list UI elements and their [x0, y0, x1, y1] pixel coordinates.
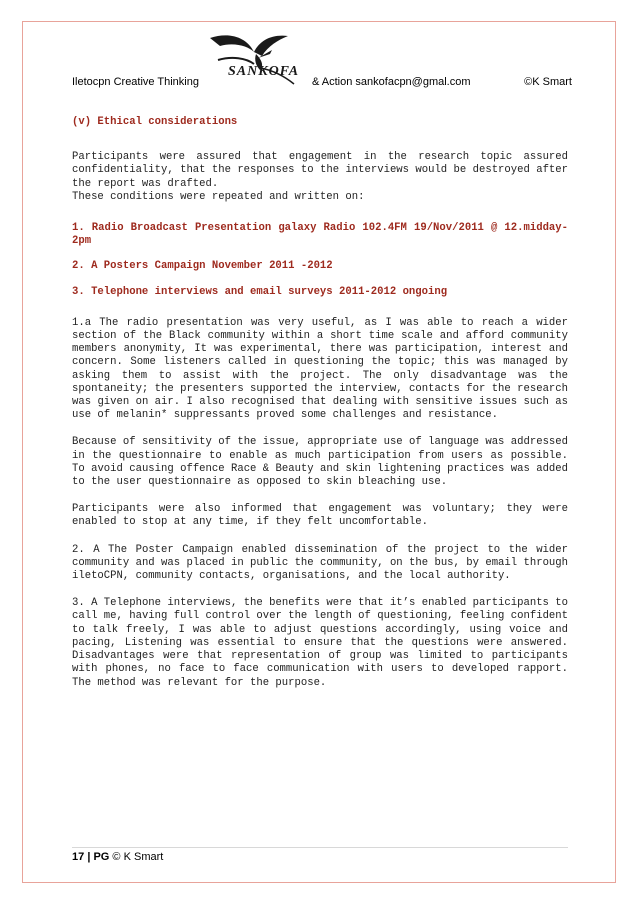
list-item-posters: 2. A Posters Campaign November 2011 -2012	[72, 260, 333, 273]
list-item-radio: 1. Radio Broadcast Presentation galaxy Radio 102.4FM 19/Nov/2011 @ 12.midday-2pm	[72, 222, 568, 248]
page-footer: 17 | PG © K Smart	[72, 847, 568, 863]
sankofa-logo	[198, 30, 304, 90]
sankofa-bird-icon	[198, 30, 304, 90]
header-copyright: ©K Smart	[524, 76, 572, 88]
page-number: 17	[72, 851, 85, 863]
paragraph-radio: 1.a The radio presentation was very useful, as I was able to reach a wider section of the Black community within a short time scale and afford community members anonymity, It was experimental, there was participation, interest and concern. Some listeners called in questioning the topic; this was managed by asking them to assist with the project. The only disadvantage was the spontaneity; the presenters supported the interview, contacts for the research was given on air. I also recognised that dealing with sensitive issues such as use of melanin* suppressants proved some challenges and resistance.	[72, 316, 568, 422]
header-email-text: & Action sankofacpn@gmal.com	[312, 76, 471, 88]
intro-note: These conditions were repeated and written on:	[72, 190, 365, 203]
paragraph-poster: 2. A The Poster Campaign enabled dissemination of the project to the wider community and was placed in public the community, on the bus, by email through iletoCPN, community contacts, organisations, and the local authority.	[72, 543, 568, 583]
section-title: (v) Ethical considerations	[72, 116, 238, 128]
list-item-telephone: 3. Telephone interviews and email surveys 2011-2012 ongoing	[72, 285, 448, 298]
footer-copyright: © K Smart	[112, 851, 164, 863]
logo-text: SANKOFA	[228, 64, 300, 79]
intro-paragraph: Participants were assured that engagement in the research topic assured confidentiality, that the responses to the interviews would be destroyed after the report was drafted.	[72, 151, 568, 190]
header-left-text: Iletocpn Creative Thinking	[72, 76, 199, 88]
page-header	[72, 76, 572, 96]
document-body	[72, 116, 568, 690]
paragraph-telephone: 3. A Telephone interviews, the benefits were that it’s enabled participants to call me, having full control over the length of questioning, feeling confident to talk freely, I was able to adjust questions accordingly, using voice and pacing, Listening was essential to ensure that the questions were answered. Disadvantages were that representation of group was limited to participants with phones, no face to face communication with users to developed rapport. The method was relevant for the purpose.	[72, 597, 568, 689]
footer-label: PG	[93, 851, 110, 863]
paragraph-voluntary: Participants were also informed that engagement was voluntary; they were enabled to stop at any time, if they felt uncomfortable.	[72, 503, 568, 529]
paragraph-sensitivity: Because of sensitivity of the issue, appropriate use of language was addressed in the questionnaire to enable as much participation from users as possible. To avoid causing offence Race & Beauty and skin lightening practices was added to the user questionnaire as opposed to skin bleaching use.	[72, 436, 568, 489]
